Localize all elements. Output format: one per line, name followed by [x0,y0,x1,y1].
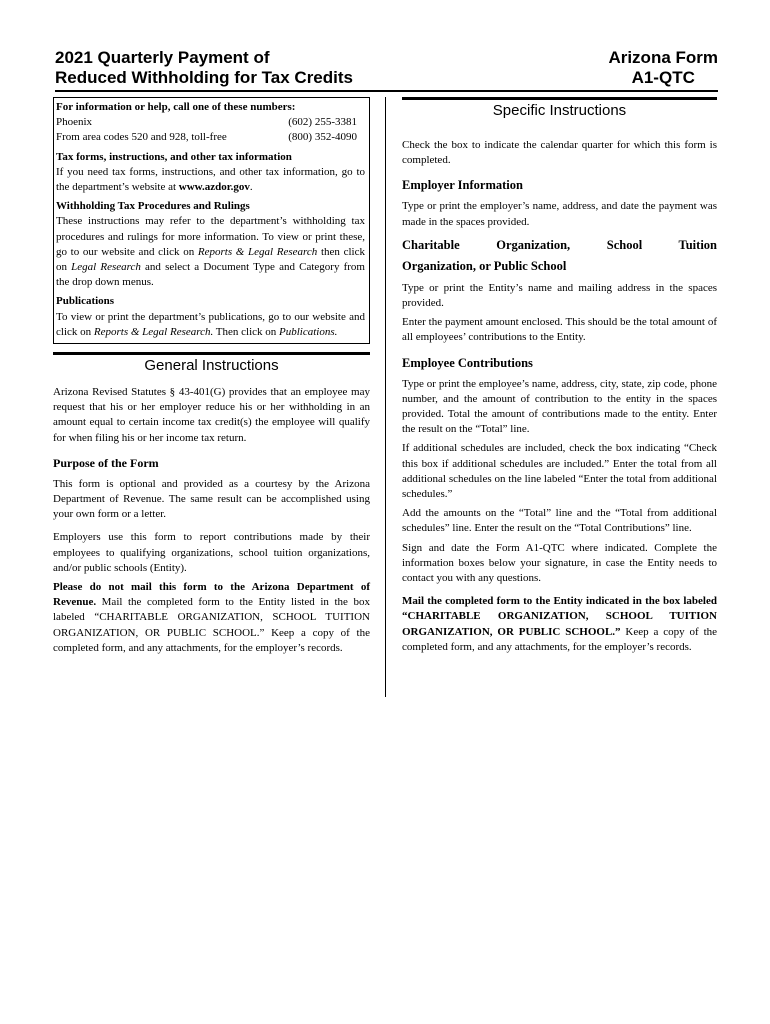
left-column [53,97,370,656]
procedures-heading: Withholding Tax Procedures and Rulings [56,200,250,213]
phone-label: From area codes 520 and 928, toll-free [56,131,227,144]
phone-number: (800) 352-4090 [288,131,357,144]
reports-legal-research-link[interactable]: Reports & Legal Research. [93,325,214,338]
info-heading: For information or help, call one of these numbers: [56,101,296,113]
tax-forms-text: If you need tax forms, instructions, and other tax information, go to the department’s website at www.azdor.gov. [56,165,365,194]
tax-forms-heading: Tax forms, instructions, and other tax information [56,150,292,163]
website-link[interactable]: www.azdor.gov [178,181,250,194]
form-title-line1: 2021 Quarterly Payment of [55,48,270,67]
charitable-paragraph-1: Type or print the Entity’s name and mailing address in the spaces provided. [402,281,717,310]
phone-label: Phoenix [56,116,93,129]
quarter-text: Check the box to indicate the calendar quarter for which this form is completed. [402,139,717,167]
phone-row-tollfree [56,130,365,145]
contributions-paragraph-3: Add the amounts on the “Total” line and the “Total from additional schedules” line. Enter the result on the “Total Contributions” line. [402,507,717,535]
form-number [608,48,718,88]
charitable-heading-line2: Organization, or Public School [402,259,567,274]
specific-instructions-title: Specific Instructions [402,97,717,120]
procedures-text: These instructions may refer to the department’s withholding tax procedures and rulings for more information. To view or print these, go to our website and click on Reports & Legal Research then click on Legal Research and select a Document Type and Category from the drop down menus. [56,215,365,289]
purpose-paragraph-2: Employers use this form to report contributions made by their employees to qualifying organizations, school tuition organizations, and/or public schools (Entity). [53,531,370,574]
employer-text: Type or print the employer’s name, address, and date the payment was made in the spaces provided. [402,200,717,228]
general-intro: Arizona Revised Statutes § 43-401(G) provides that an employee may request that his or her employer reduce his or her withholding in an amount equal to certain income tax credit(s) the employee will qualify for when filing his or her income tax return. [53,386,370,444]
phone-number: (602) 255-3381 [288,116,357,129]
column-divider [385,97,386,697]
purpose-paragraph-1: This form is optional and provided as a courtesy by the Arizona Department of Revenue. The same result can be accomplished using your own form or a letter. [53,477,370,521]
publications-heading: Publications [56,295,115,308]
header-rule [55,90,718,92]
info-box [53,97,370,344]
employer-heading: Employer Information [402,178,523,193]
form-number-line1: Arizona Form [608,48,718,67]
right-column [402,97,717,655]
legal-research-link[interactable]: Legal Research [71,261,141,274]
publications-link[interactable]: Publications. [279,325,338,338]
contributions-paragraph-2: If additional schedules are included, check the box indicating “Check this box if additional schedules are included.” Enter the total from all additional schedules on the line labeled “Enter the total from additional schedules.” [402,442,717,501]
purpose-paragraph-3: Please do not mail this form to the Arizona Department of Revenue. Mail the completed form to the Entity listed in the box labeled “CHARITABLE ORGANIZATION, SCHOOL TUITION ORGANIZATION, OR PUBLIC SCHOOL.” Keep a copy of the completed form, and any attachments, for the employer’s records. [53,581,370,654]
general-instructions-title: General Instructions [53,352,370,375]
contributions-heading: Employee Contributions [402,355,533,370]
contributions-paragraph-1: Type or print the employee’s name, address, city, state, zip code, phone number, and the amount of contribution to the entity in the spaces provided. Total the amount of contributions made to the entity. Enter the result on the “Total” line. [402,377,717,436]
publications-text: To view or print the department’s publications, go to our website and click on Reports & Legal Research. Then click on Publications. [56,310,365,338]
form-title-line2: Reduced Withholding for Tax Credits [55,68,353,87]
reports-legal-research-link[interactable]: Reports & Legal Research [197,245,318,258]
form-title [55,48,353,88]
purpose-heading: Purpose of the Form [53,455,159,470]
page-header [55,48,718,88]
phone-row-phoenix [56,115,365,130]
mail-instructions: Mail the completed form to the Entity indicated in the box labeled “CHARITABLE ORGANIZATION, SCHOOL TUITION ORGANIZATION, OR PUBLIC SCHOOL.” Keep a copy of the completed form, and any attachments, for the employer’s records. [402,595,718,653]
form-number-line2: A1-QTC [631,68,695,87]
charitable-heading-line1: Charitable Organization, School Tuition [402,237,717,252]
contributions-paragraph-4: Sign and date the Form A1-QTC where indicated. Complete the information boxes below your signature, in case the Entity needs to contact you with any questions. [402,541,717,585]
charitable-paragraph-2: Enter the payment amount enclosed. This should be the total amount of all employees’ contributions to the Entity. [402,316,717,344]
